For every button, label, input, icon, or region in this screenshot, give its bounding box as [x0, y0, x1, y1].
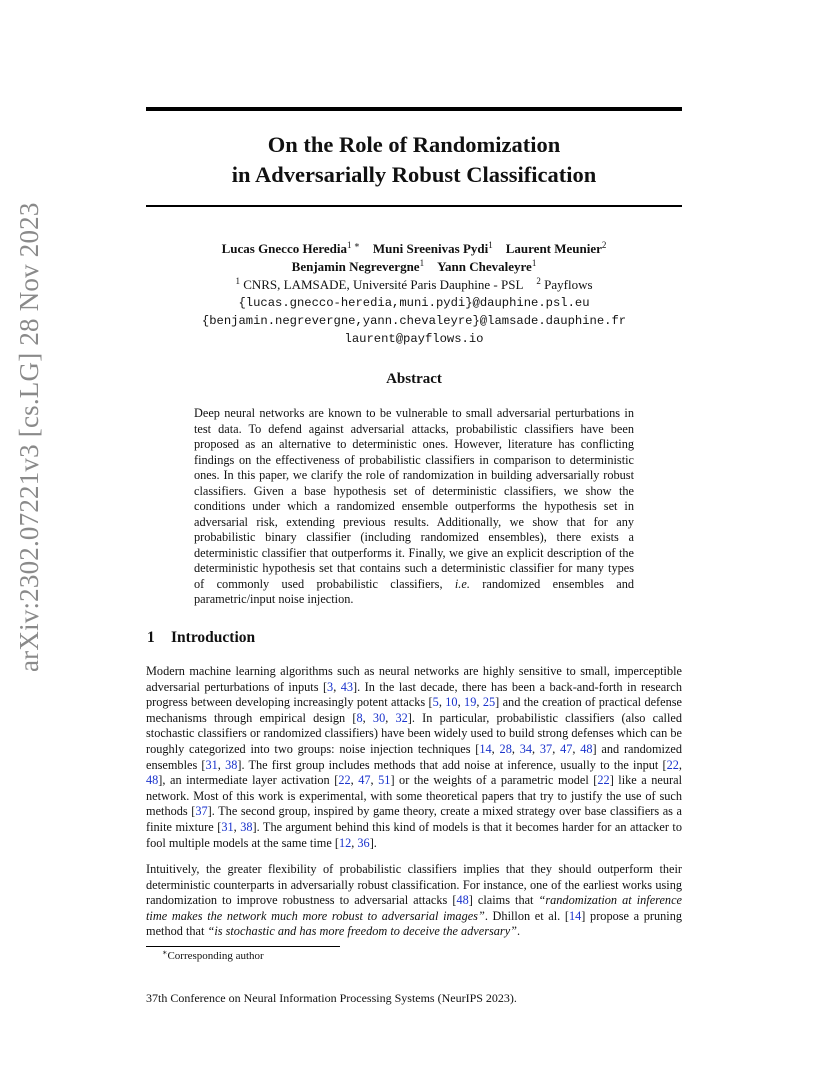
title-line-1: On the Role of Randomization	[267, 132, 561, 157]
paragraph-text: ,	[233, 819, 241, 834]
abstract-text-part: Deep neural networks are known to be vulnerable to small adversarial perturbations in test data. To defend against adversarial attacks, probabilistic classifiers have been proposed as an alternative to deterministic ones. However, literature has conflicting findings on the effectiveness of probabilistic classifiers in comparison to deterministic ones. In this paper, we clarify the role of randomization in building adversarially robust classifiers. Given a base hypothesis set of deterministic classifiers, we show the conditions under which a randomized ensemble outperforms the hypothesis set in adversarial risk, extending previous results. Additionally, we show that for any probabilistic binary classifier (including randomized ensembles), there exists a deterministic classifier that outperforms it. Finally, we give an explicit description of the deterministic hypothesis set that contains such a deterministic classifier for many types of commonly used probabilistic classifiers,	[194, 406, 634, 591]
email-3: laurent@payflows.io	[344, 332, 484, 346]
citation-link[interactable]: 37	[195, 804, 208, 819]
author-affiliation-mark: 1	[488, 240, 493, 250]
citation-link[interactable]: 31	[205, 757, 218, 772]
citation-link[interactable]: 5	[432, 695, 439, 710]
affiliation-mark: 1	[235, 276, 240, 286]
footnote	[162, 950, 264, 962]
quote: “randomization at inference time makes the network much more robust to adversarial images”	[146, 893, 682, 923]
author-affiliation-mark: 2	[601, 240, 607, 250]
intro-paragraph-2	[146, 862, 682, 940]
citation-link[interactable]: 22	[666, 757, 679, 772]
citation-link[interactable]: 25	[482, 695, 496, 710]
paragraph-text: .	[517, 924, 521, 939]
citation-link[interactable]: 48	[456, 893, 469, 908]
author-line-2	[146, 258, 682, 276]
citation-link[interactable]: 22	[338, 773, 351, 788]
affiliations	[146, 276, 682, 294]
citation-link[interactable]: 28	[499, 741, 512, 756]
citation-link[interactable]: 30	[372, 710, 386, 725]
paragraph-text: ,	[572, 741, 581, 756]
paragraph-text: ] and the creation of practical defense mechanisms through empirical design [	[146, 695, 683, 725]
conference-note: 37th Conference on Neural Information Processing Systems (NeurIPS 2023).	[146, 991, 517, 1005]
paragraph-text: ,	[552, 741, 561, 756]
citation-link[interactable]: 8	[356, 710, 363, 725]
citation-link[interactable]: 34	[519, 741, 533, 756]
affiliation-2: Payflows	[544, 277, 593, 292]
paragraph-text: Modern machine learning algorithms such as neural networks are highly sensitive to small, imperceptible adversarial perturbations of inputs [	[146, 664, 682, 694]
affiliation-1: CNRS, LAMSADE, Université Paris Dauphine - PSL	[243, 277, 524, 292]
paragraph-text: ]. The first group includes methods that add noise at inference, usually to the input [	[237, 757, 667, 772]
paper-title	[146, 130, 682, 190]
citation-link[interactable]: 12	[338, 835, 352, 850]
citation-link[interactable]: 19	[464, 695, 477, 710]
citation-link[interactable]: 36	[357, 835, 370, 850]
footnote-mark: ∗	[162, 948, 168, 957]
arxiv-stamp: arXiv:2302.07221v3 [cs.LG] 28 Nov 2023	[14, 202, 44, 672]
citation-link[interactable]: 14	[479, 741, 492, 756]
author-name: Yann Chevaleyre	[437, 259, 532, 274]
citation-link[interactable]: 51	[378, 773, 391, 788]
author-name: Benjamin Negrevergne	[291, 259, 420, 274]
author-affiliation-mark: 1	[419, 258, 425, 268]
title-top-rule	[146, 107, 682, 111]
paragraph-text: ,	[333, 679, 341, 694]
paragraph-text: Intuitively, the greater flexibility of probabilistic classifiers implies that they should outperform their deterministic counterparts in adversarially robust classification. For instance, one of the earliest works using randomization to improve robustness to adversarial attacks [	[146, 862, 682, 908]
author-name: Muni Sreenivas Pydi	[372, 241, 489, 256]
paragraph-text: ,	[385, 710, 396, 725]
abstract-emphasis: i.e.	[454, 576, 470, 591]
paragraph-text: ,	[678, 757, 682, 772]
citation-link[interactable]: 48	[146, 773, 159, 788]
citation-link[interactable]: 14	[569, 908, 582, 923]
email-1: {lucas.gnecco-heredia,muni.pydi}@dauphine.psl.eu	[238, 296, 590, 310]
paragraph-text: ,	[532, 741, 540, 756]
footnote-text: Corresponding author	[167, 950, 264, 962]
citation-link[interactable]: 31	[221, 819, 234, 834]
citation-link[interactable]: 47	[560, 741, 573, 756]
section-heading-introduction	[147, 629, 255, 647]
paragraph-text: ] claims that	[468, 893, 539, 908]
author-affiliation-mark: 1 ∗	[347, 240, 360, 250]
abstract-text	[194, 406, 634, 608]
paragraph-text: ], an intermediate layer activation [	[158, 773, 339, 788]
title-bottom-rule	[146, 205, 682, 207]
author-name: Lucas Gnecco Heredia	[221, 241, 348, 256]
paragraph-text: ].	[369, 835, 377, 850]
paragraph-text: ]. In the last decade, there has been a back-and-forth in research progress between developing increasingly potent attacks [	[146, 679, 682, 710]
paragraph-text: ,	[217, 757, 226, 772]
paragraph-text: ,	[350, 773, 359, 788]
paragraph-text: . Dhillon et al. [	[484, 908, 569, 923]
paragraph-text: ,	[491, 741, 500, 756]
paragraph-text: ,	[438, 695, 446, 710]
affiliation-mark: 2	[536, 276, 541, 286]
abstract-heading: Abstract	[386, 371, 442, 387]
intro-paragraph-1	[146, 664, 682, 851]
citation-link[interactable]: 38	[225, 757, 238, 772]
paragraph-text: ]. The second group, inspired by game theory, create a mixed strategy over base classifiers as a finite mixture [	[146, 804, 682, 834]
author-affiliation-mark: 1	[531, 258, 537, 268]
citation-link[interactable]: 37	[539, 741, 553, 756]
citation-link[interactable]: 22	[597, 773, 610, 788]
email-2: {benjamin.negrevergne,yann.chevaleyre}@lamsade.dauphine.fr	[201, 314, 627, 328]
paragraph-text: ,	[351, 835, 358, 850]
paragraph-text: ] like a neural network. Most of this work is experimental, with some theoretical papers that try to justify the use of such methods [	[146, 773, 682, 819]
citation-link[interactable]: 48	[580, 741, 593, 756]
author-name: Laurent Meunier	[505, 241, 602, 256]
author-block	[146, 240, 682, 348]
paragraph-text: ,	[370, 773, 379, 788]
citation-link[interactable]: 38	[240, 819, 253, 834]
citation-link[interactable]: 47	[358, 773, 371, 788]
quote: “is stochastic and has more freedom to deceive the adversary”	[207, 924, 518, 939]
paragraph-text: ] or the weights of a parametric model [	[390, 773, 598, 788]
citation-link[interactable]: 32	[395, 710, 408, 725]
citation-link[interactable]: 43	[340, 679, 354, 694]
citation-link[interactable]: 10	[445, 695, 458, 710]
paragraph-text: ,	[476, 695, 483, 710]
abstract-text-part: randomized ensembles and parametric/input noise injection.	[194, 576, 634, 606]
section-number: 1	[147, 629, 155, 646]
paragraph-text: ,	[362, 710, 373, 725]
paragraph-text: ]. In particular, probabilistic classifiers (also called stochastic classifiers or randomized classifiers) have been widely used to build strong defenses which can be roughly categorized into two groups: noise injection techniques [	[146, 710, 682, 756]
title-line-2: in Adversarially Robust Classification	[231, 162, 597, 187]
paragraph-text: ] and randomized ensembles [	[146, 741, 683, 772]
section-title: Introduction	[171, 629, 256, 646]
paragraph-text: ]. The argument behind this kind of models is that it becomes harder for an attacker to fool multiple models at the same time [	[146, 819, 682, 850]
author-line-1	[146, 240, 682, 258]
paragraph-text: ,	[511, 741, 520, 756]
paragraph-text: ,	[457, 695, 465, 710]
footnote-rule	[146, 946, 340, 947]
paragraph-text: ] propose a pruning method that	[146, 908, 682, 939]
citation-link[interactable]: 3	[327, 679, 334, 694]
